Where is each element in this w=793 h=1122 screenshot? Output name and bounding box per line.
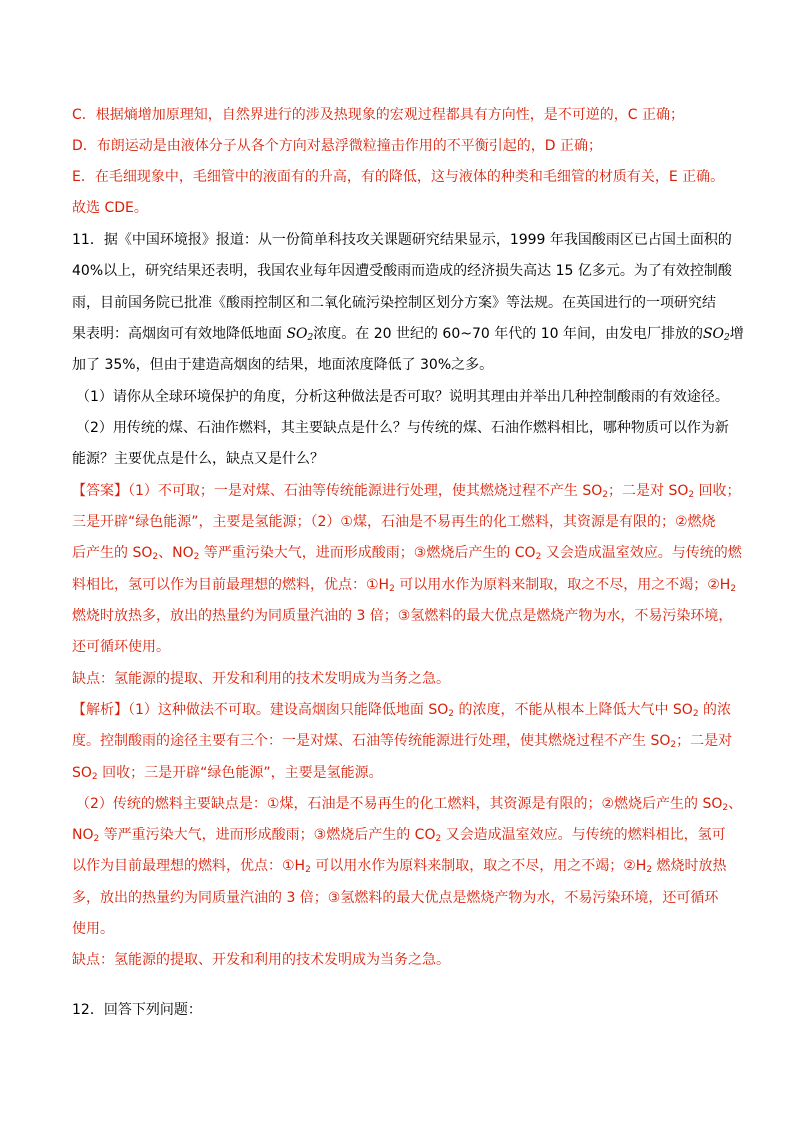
answer-line-6: 还可循环使用。 <box>72 639 170 655</box>
q11-line-5: 加了 35%，但由于建造高烟囱的结果，地面浓度降低了 30%之多。 <box>72 357 494 373</box>
answer-line-3: 后产生的 $SO_2$、$NO_2$ 等严重污染大气，进而形成酸雨；③燃烧后产生的 $CO_2$ 又会造成温室效应。与传统的燃 <box>72 545 742 562</box>
option-d-explanation: D．布朗运动是由液体分子从各个方向对悬浮微粒撞击作用的不平衡引起的，D 正确； <box>72 138 603 154</box>
q11-subquestion-2-cont: 能源？主要优点是什么，缺点又是什么？ <box>72 451 324 467</box>
analysis-tag: 【解析】 <box>72 702 128 718</box>
so2-formula: $SO_2$ <box>286 326 314 343</box>
analysis-line-7: 多，放出的热量约为同质量汽油的 3 倍；③氢燃料的最大优点是燃烧产物为水，不易污染环境，还可循环 <box>72 890 719 906</box>
option-c-explanation: C．根据熵增加原理知，自然界进行的涉及热现象的宏观过程都具有方向性，是不可逆的，C 正确； <box>72 107 684 123</box>
analysis-line-3: $SO_2$ 回收；三是开辟“绿色能源”，主要是氢能源。 <box>72 765 383 782</box>
q11-subquestion-2: （2）用传统的煤、石油作燃料，其主要缺点是什么？与传统的煤、石油作燃料相比，哪种物质可以作为新 <box>76 420 729 436</box>
answer-line-4: 料相比，氢可以作为目前最理想的燃料，优点：$①H_2$ 可以用水作为原料来制取，取之不尽，用之不竭；$②H_2$ <box>72 577 737 594</box>
q11-line-1: 11．据《中国环境报》报道：从一份简单科技攻关课题研究结果显示，1999 年我国酸雨区已占国土面积的 <box>72 232 732 248</box>
answer-line-5: 燃烧时放热多，放出的热量约为同质量汽油的 3 倍；③氢燃料的最大优点是燃烧产物为水，不易污染环境， <box>72 608 733 624</box>
q11-line-4: 果表明：高烟囱可有效地降低地面 $SO_2$浓度。在 20 世纪的 60~70 年代的 10 年间，由发电厂排放的$SO_2$增 <box>72 326 744 343</box>
q12-line-1: 12．回答下列问题： <box>72 1002 202 1018</box>
answer-line-7: 缺点：氢能源的提取、开发和利用的技术发明成为当务之急。 <box>72 671 450 687</box>
analysis-line-4: （2）传统的燃料主要缺点是：①煤，石油是不易再生的化工燃料，其资源是有限的；②燃烧后产生的 $SO_2$、 <box>76 796 743 813</box>
analysis-line-9: 缺点：氢能源的提取、开发和利用的技术发明成为当务之急。 <box>72 952 450 968</box>
answer-line-1: 【答案】（1）不可取；一是对煤、石油等传统能源进行处理，使其燃烧过程不产生 $SO_2$；二是对 $SO_2$ 回收； <box>72 483 741 500</box>
q11-line-2: 40%以上，研究结果还表明，我国农业每年因遭受酸雨而造成的经济损失高达 15 亿多元。为了有效控制酸 <box>72 263 732 279</box>
option-e-explanation: E．在毛细现象中，毛细管中的液面有的升高，有的降低，这与液体的种类和毛细管的材质有关，E 正确。 <box>72 169 725 185</box>
analysis-line-2: 度。控制酸雨的途径主要有三个：一是对煤、石油等传统能源进行处理，使其燃烧过程不产生 $SO_2$；二是对 <box>72 733 733 750</box>
analysis-line-6: 以作为目前最理想的燃料，优点：$①H_2$ 可以用水作为原料来制取，取之不尽，用之不竭；$②H_2$ 燃烧时放热 <box>72 858 727 875</box>
answer-tag: 【答案】 <box>72 483 128 499</box>
analysis-line-1: 【解析】（1）这种做法不可取。建设高烟囱只能降低地面 $SO_2$ 的浓度，不能从根本上降低大气中 $SO_2$ 的浓 <box>72 702 731 719</box>
q11-subquestion-1: （1）请你从全球环境保护的角度，分析这种做法是否可取？说明其理由并举出几种控制酸雨的有效途径。 <box>76 389 729 405</box>
analysis-line-5: $NO_2$ 等严重污染大气，进而形成酸雨；③燃烧后产生的 $CO_2$ 又会造成温室效应。与传统的燃料相比，氢可 <box>72 827 726 844</box>
so2-formula: $SO_2$ <box>702 326 730 343</box>
q11-line-3: 雨，目前国务院已批准《酸雨控制区和二氧化硫污染控制区划分方案》等法规。在英国进行的一项研究结 <box>72 295 716 311</box>
analysis-line-8: 使用。 <box>72 921 114 937</box>
answer-selection: 故选 CDE。 <box>72 200 148 216</box>
answer-line-2: 三是开辟“绿色能源”，主要是氢能源；（2）①煤，石油是不易再生的化工燃料，其资源是有限的；②燃烧 <box>72 514 716 530</box>
